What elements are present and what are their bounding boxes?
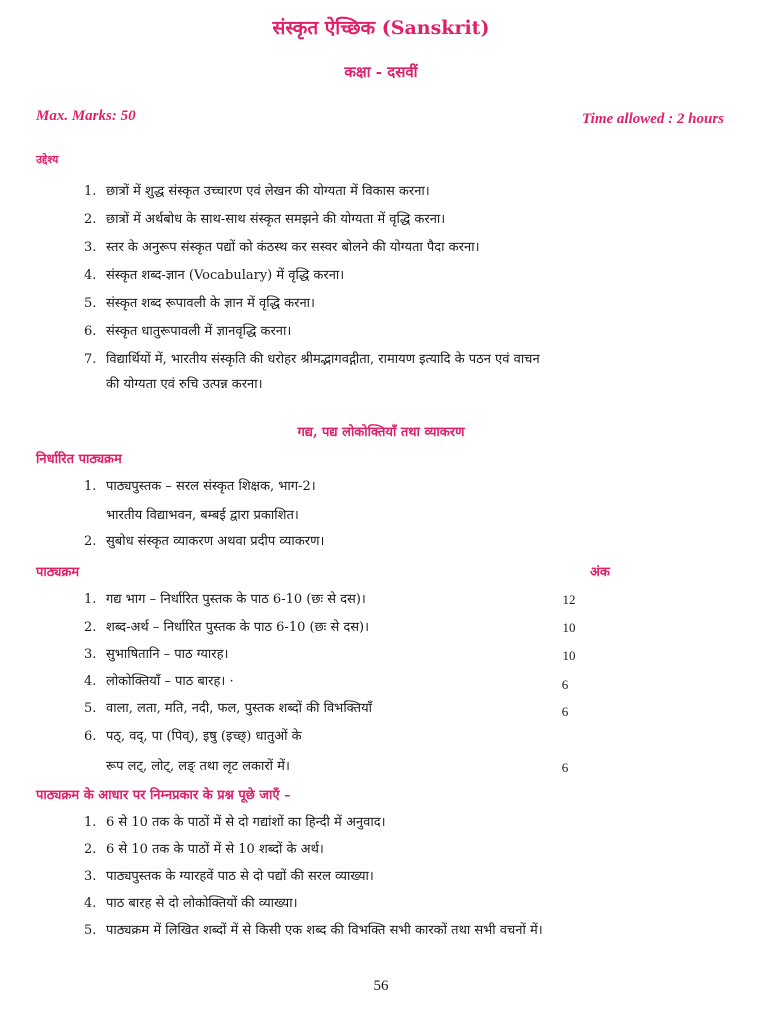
prescribed-heading: निर्धारित पाठ्यक्रम (36, 452, 122, 467)
syllabus-continuation: रूप लट्, लोट्, लङ् तथा लृट लकारों में। (106, 759, 290, 774)
question-item (84, 895, 298, 912)
syllabus-text: सुभाषितानि – पाठ ग्यारह। (106, 647, 229, 662)
question-text: पाठ बारह से दो लोकोक्तियों की व्याख्या। (106, 896, 298, 911)
prescribed-text: पाठ्यपुस्तक – सरल संस्कृत शिक्षक, भाग-2। (106, 479, 316, 494)
question-text: पाठ्यपुस्तक के ग्यारहवें पाठ से दो पद्यों की सरल व्याख्या। (106, 869, 374, 884)
syllabus-marks: 6 (561, 760, 569, 775)
syllabus-item (84, 591, 366, 608)
objective-text: संस्कृत शब्द रूपावली के ज्ञान में वृद्धि करना। (106, 296, 315, 311)
question-item (84, 814, 386, 831)
syllabus-marks: 10 (562, 620, 576, 635)
question-item (84, 922, 543, 939)
question-item (84, 841, 324, 858)
question-number: 4. (84, 896, 97, 911)
marks-heading: अंक (590, 565, 610, 580)
syllabus-text: लोकोक्तियाँ – पाठ बारह। · (106, 674, 234, 689)
section-heading: गद्य, पद्य लोकोक्तियाँ तथा व्याकरण (297, 425, 465, 440)
prescribed-number: 1. (84, 479, 97, 494)
prescribed-item (84, 533, 324, 550)
syllabus-number: 4. (84, 674, 97, 689)
syllabus-item (84, 646, 228, 663)
prescribed-continuation: भारतीय विद्याभवन, बम्बई द्वारा प्रकाशित। (106, 508, 299, 523)
objective-text: छात्रों में अर्थबोध के साथ-साथ संस्कृत समझने की योग्यता में वृद्धि करना। (106, 212, 446, 227)
syllabus-text: शब्द-अर्थ – निर्धारित पुस्तक के पाठ 6-10 (छः से दस)। (106, 620, 370, 635)
page-number: 56 (373, 978, 389, 994)
question-text: 6 से 10 तक के पाठों में से दो गद्यांशों का हिन्दी में अनुवाद। (106, 815, 386, 830)
objective-text: विद्यार्थियों में, भारतीय संस्कृति की धरोहर श्रीमद्भागवद्गीता, रामायण इत्यादि के पठन एवं वाचन (106, 352, 540, 367)
objective-text: स्तर के अनुरूप संस्कृत पद्यों को कंठस्थ कर सस्वर बोलने की योग्यता पैदा करना। (106, 240, 480, 255)
objective-item (84, 239, 480, 256)
prescribed-item (84, 478, 316, 495)
objective-text: संस्कृत शब्द-ज्ञान (Vocabulary) में वृद्धि करना। (106, 268, 345, 283)
syllabus-marks: 12 (562, 592, 576, 607)
syllabus-number: 5. (84, 701, 97, 716)
objective-item (84, 323, 291, 340)
question-number: 2. (84, 842, 97, 857)
prescribed-text: सुबोध संस्कृत व्याकरण अथवा प्रदीप व्याकरण। (106, 534, 325, 549)
syllabus-marks: 6 (561, 704, 569, 719)
objective-item (84, 295, 315, 312)
objective-continuation: की योग्यता एवं रुचि उत्पन्न करना। (106, 377, 263, 392)
objective-item (84, 183, 430, 200)
objective-number: 6. (84, 324, 97, 339)
time-allowed: Time allowed : 2 hours (582, 111, 724, 127)
objective-item (84, 211, 445, 228)
prescribed-number: 2. (84, 534, 97, 549)
syllabus-marks: 6 (561, 677, 569, 692)
question-text: 6 से 10 तक के पाठों में से 10 शब्दों के अर्थ। (106, 842, 324, 857)
syllabus-text: गद्य भाग – निर्धारित पुस्तक के पाठ 6-10 (छः से दस)। (106, 592, 366, 607)
syllabus-item (84, 700, 372, 717)
objective-text: संस्कृत धातुरूपावली में ज्ञानवृद्धि करना। (106, 324, 292, 339)
question-number: 5. (84, 923, 97, 938)
objective-item (84, 351, 540, 368)
objective-number: 4. (84, 268, 97, 283)
class-label: कक्षा - दसवीं (344, 63, 418, 81)
question-number: 3. (84, 869, 97, 884)
objective-number: 1. (84, 184, 97, 199)
max-marks: Max. Marks: 50 (36, 108, 136, 124)
syllabus-number: 3. (84, 647, 97, 662)
syllabus-text: वाला, लता, मति, नदी, फल, पुस्तक शब्दों की विभक्तियाँ (106, 701, 372, 716)
objective-number: 2. (84, 212, 97, 227)
question-item (84, 868, 374, 885)
syllabus-number: 1. (84, 592, 97, 607)
objective-number: 3. (84, 240, 97, 255)
question-text: पाठ्यक्रम में लिखित शब्दों में से किसी एक शब्द की विभक्ति सभी कारकों तथा सभी वचनों में। (106, 923, 543, 938)
page-title: संस्कृत ऐच्छिक (Sanskrit) (272, 17, 490, 39)
syllabus-number: 6. (84, 729, 97, 744)
objective-text: छात्रों में शुद्ध संस्कृत उच्चारण एवं लेखन की योग्यता में विकास करना। (106, 184, 430, 199)
syllabus-heading: पाठ्यक्रम (36, 565, 80, 580)
questions-heading: पाठ्यक्रम के आधार पर निम्नप्रकार के प्रश्न पूछे जाएँ – (36, 788, 291, 803)
syllabus-item (84, 673, 234, 690)
syllabus-number: 2. (84, 620, 97, 635)
syllabus-item (84, 728, 302, 745)
syllabus-item (84, 619, 369, 636)
syllabus-marks: 10 (562, 648, 576, 663)
objective-item (84, 267, 344, 284)
objective-number: 5. (84, 296, 97, 311)
syllabus-text: पठ्, वद्, पा (पिव्), इषु (इच्छ्) धातुओं के (106, 729, 302, 744)
question-number: 1. (84, 815, 97, 830)
objective-number: 7. (84, 352, 97, 367)
objectives-heading: उद्देश्य (36, 153, 59, 166)
